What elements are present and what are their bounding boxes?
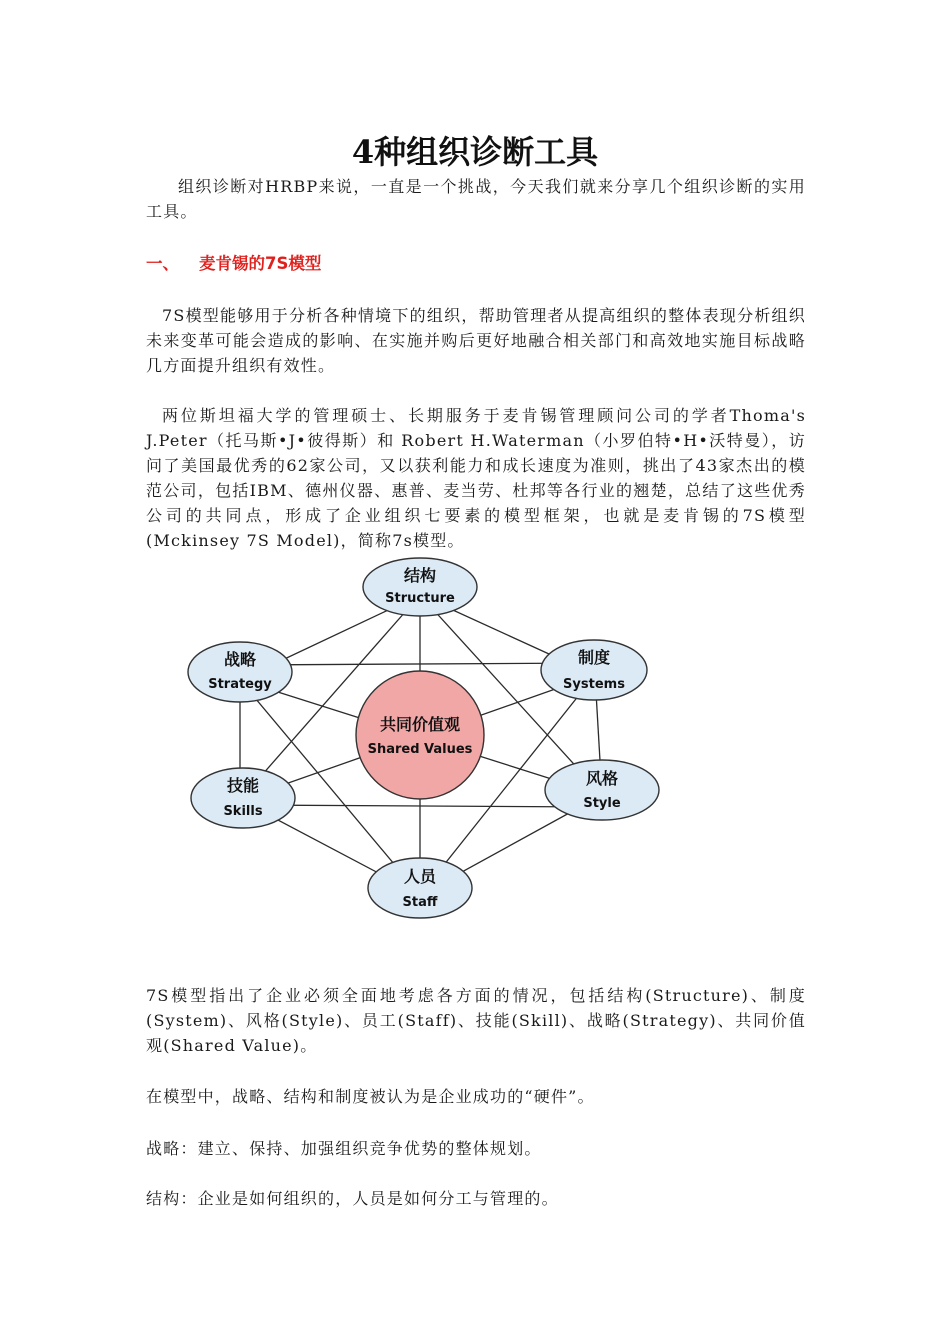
7s-diagram-svg bbox=[170, 555, 670, 925]
strategy-en: Strategy bbox=[208, 677, 272, 692]
skills-en: Skills bbox=[223, 804, 263, 819]
paragraph-7s-elements: 7S模型指出了企业必须全面地考虑各方面的情况，包括结构(Structure)、制度(System)、风格(Style)、员工(Staff)、技能(Skill)、战略(Strategy)、共同价值观(Shared Value)。 bbox=[146, 986, 806, 1055]
7s-model-diagram bbox=[170, 555, 670, 925]
skills-zh: 技能 bbox=[226, 776, 260, 795]
structure-node bbox=[363, 558, 477, 616]
style-zh: 风格 bbox=[585, 769, 619, 788]
strategy-zh: 战略 bbox=[223, 650, 257, 669]
skills-node bbox=[191, 768, 295, 828]
paragraph-strategy-def: 战略：建立、保持、加强组织竞争优势的整体规划。 bbox=[146, 1139, 542, 1158]
structure-en: Structure bbox=[385, 591, 455, 606]
structure-zh: 结构 bbox=[403, 566, 437, 585]
shared-values-zh: 共同价值观 bbox=[379, 715, 461, 734]
section-heading bbox=[146, 251, 321, 277]
staff-zh: 人员 bbox=[403, 867, 437, 886]
page-title: 4种组织诊断工具 bbox=[351, 133, 599, 171]
intro-paragraph: 组织诊断对HRBP来说，一直是一个挑战，今天我们就来分享几个组织诊断的实用工具。 bbox=[146, 177, 806, 221]
shared-values-en: Shared Values bbox=[367, 742, 473, 757]
systems-node bbox=[541, 640, 647, 700]
staff-en: Staff bbox=[402, 895, 438, 910]
section-heading-text: 麦肯锡的7S模型 bbox=[199, 254, 322, 273]
paragraph-7s-origin: 两位斯坦福大学的管理硕士、长期服务于麦肯锡管理顾问公司的学者Thoma's J.Peter（托马斯•J•彼得斯）和 Robert H.Waterman（小罗伯特•H•沃特曼），访问了美国最优秀的62家公司，又以获利能力和成长速度为准则，挑出了43家杰出的模范公司，包括IBM、德州仪器、惠普、麦当劳、杜邦等各行业的翘楚，总结了这些优秀公司的共同点，形成了企业组织七要素的模型框架，也就是麦肯锡的7S模型(Mckinsey 7S Model)，简称7s模型。 bbox=[146, 406, 806, 550]
systems-en: Systems bbox=[563, 677, 625, 692]
strategy-node bbox=[188, 642, 292, 702]
style-node bbox=[545, 760, 659, 820]
systems-zh: 制度 bbox=[577, 648, 611, 667]
paragraph-structure-def: 结构：企业是如何组织的，人员是如何分工与管理的。 bbox=[146, 1189, 559, 1208]
shared-values-node bbox=[356, 671, 484, 799]
style-en: Style bbox=[583, 796, 621, 811]
paragraph-hardware: 在模型中，战略、结构和制度被认为是企业成功的“硬件”。 bbox=[146, 1087, 595, 1106]
staff-node bbox=[368, 858, 472, 918]
section-number: 一、 bbox=[146, 254, 179, 273]
paragraph-7s-purpose: 7S模型能够用于分析各种情境下的组织，帮助管理者从提高组织的整体表现分析组织未来变革可能会造成的影响、在实施并购后更好地融合相关部门和高效地实施目标战略几方面提升组织有效性。 bbox=[146, 306, 806, 375]
